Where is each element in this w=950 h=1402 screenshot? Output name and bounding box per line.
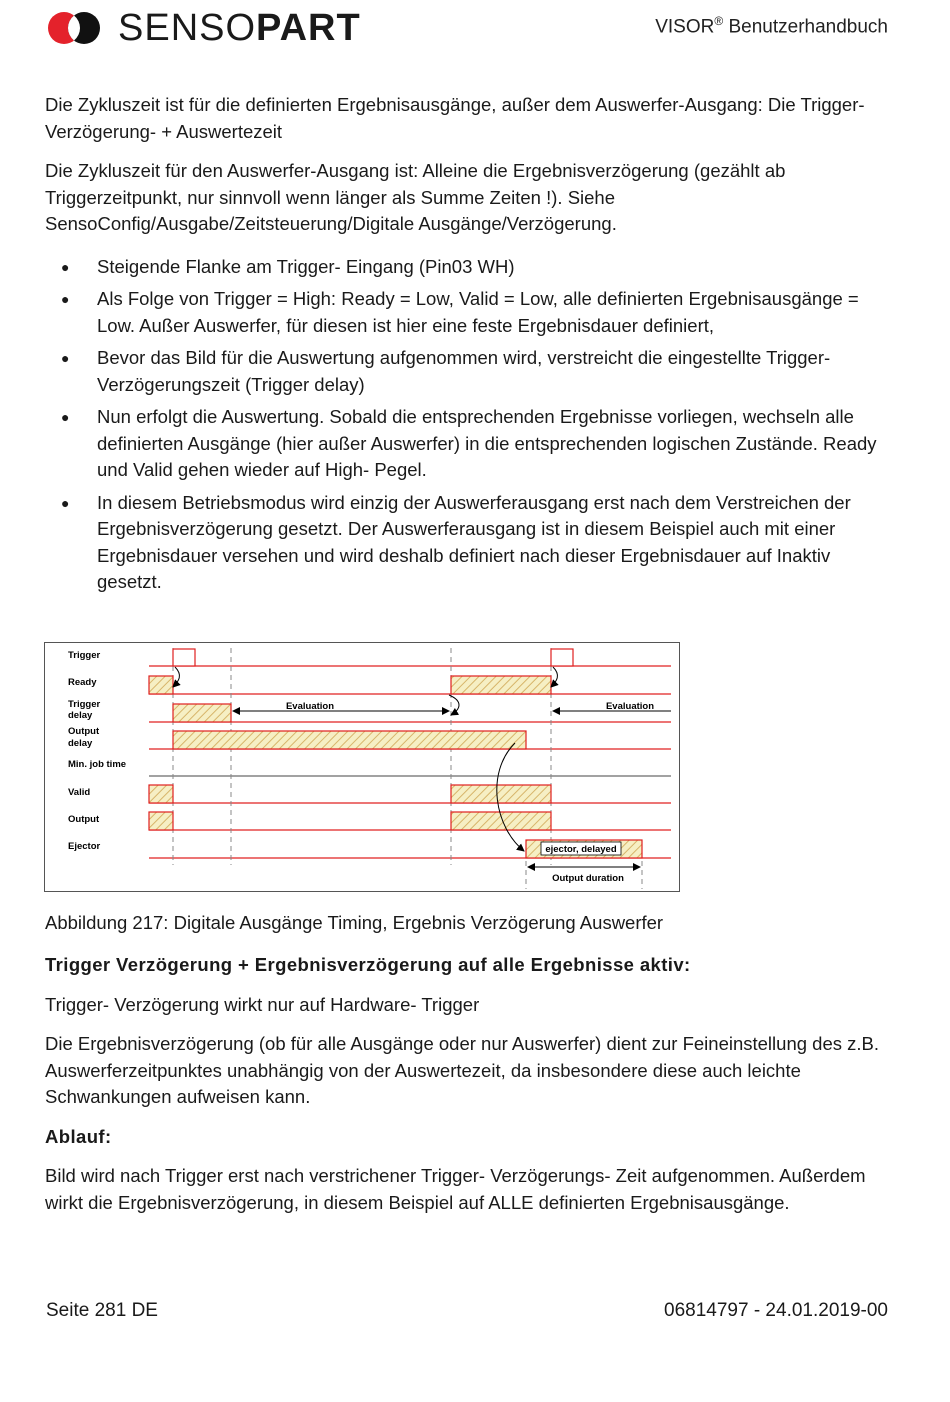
bullet-list	[45, 254, 890, 596]
bullet-text: Steigende Flanke am Trigger- Eingang (Pin03 WH)	[97, 255, 515, 277]
bullet-text: Nun erfolgt die Auswertung. Sobald die entsprechenden Ergebnisse vorliegen, wechseln alle definierten Ausgänge (hier außer Auswerfer) in die entsprechenden logischen Zustände. Ready und Valid gehen wieder auf High- Pegel.	[97, 406, 877, 480]
bullet-icon: ●	[61, 291, 70, 307]
ejector-label: ejector, delayed	[545, 844, 617, 855]
signal-label-output-delay-1: Output	[68, 726, 100, 737]
evaluation-label-2: Evaluation	[605, 701, 655, 712]
section-paragraph-1: Trigger- Verzögerung wirkt nur auf Hardware- Trigger	[45, 993, 480, 1015]
output-delay-block	[173, 731, 526, 749]
trigger-pulse	[551, 649, 573, 666]
document-id: 06814797 - 24.01.2019-00	[664, 1300, 888, 1321]
document-title	[655, 14, 888, 38]
logo-text-light: SENSO	[118, 7, 257, 49]
sensopart-logo	[46, 8, 361, 48]
bullet-text: Als Folge von Trigger = High: Ready = Low, Valid = Low, alle definierten Ergebnisausgänge = Low. Außer Auswerfer, für diesen ist hier eine feste Ergebnisdauer definiert,	[97, 288, 859, 336]
signal-baselines	[149, 666, 671, 858]
registered-mark: ®	[714, 14, 724, 28]
output-duration-label: Output duration	[552, 873, 624, 884]
bullet-icon: ●	[61, 258, 70, 275]
logo-wordmark	[118, 8, 361, 48]
signal-label-trigger: Trigger	[68, 650, 101, 661]
bullet-icon: ●	[61, 350, 70, 366]
trigger-delay-block	[173, 704, 231, 722]
signal-label-trigger-delay-2: delay	[68, 710, 93, 721]
intro-paragraph-1: Die Zykluszeit ist für die definierten Ergebnisausgänge, außer dem Auswerfer-Ausgang: Die Trigger- Verzögerung- + Auswertezeit	[45, 94, 865, 142]
intro-content	[45, 92, 890, 602]
trigger-to-ready-arrow-2	[551, 667, 557, 687]
trigger-pulse	[173, 649, 195, 666]
signal-label-output: Output	[68, 814, 100, 825]
signal-label-min-job-time: Min. job time	[68, 759, 127, 770]
valid-high	[149, 785, 173, 803]
bullet-icon: ●	[61, 494, 70, 511]
logo-text-bold: PART	[256, 7, 361, 49]
intro-paragraph-2: Die Zykluszeit für den Auswerfer-Ausgang ist: Alleine die Ergebnisverzögerung (gezählt ab Triggerzeitpunkt, nur sinnvoll wenn länger als Summe Zeiten !). Siehe SensoConfig/Ausgabe/Zeitsteuerung/Digitale Ausgänge/Verzögerung.	[45, 160, 786, 234]
signal-label-valid: Valid	[68, 787, 91, 798]
delay-section	[45, 952, 890, 1229]
page-number: Seite 281 DE	[46, 1300, 158, 1321]
bullet-item	[45, 490, 890, 596]
section-paragraph-3: Bild wird nach Trigger erst nach verstrichener Trigger- Verzögerungs- Zeit aufgenommen. Außerdem wirkt die Ergebnisverzögerung, in diesem Beispiel auf ALLE definierten Ergebnisausgänge.	[45, 1165, 866, 1213]
doc-title-product: VISOR	[655, 16, 715, 38]
bullet-item	[45, 286, 890, 339]
evaluation-label: Evaluation	[285, 701, 335, 712]
figure-caption: Abbildung 217: Digitale Ausgänge Timing, Ergebnis Verzögerung Auswerfer	[45, 912, 664, 933]
bullet-text: In diesem Betriebsmodus wird einzig der Auswerferausgang erst nach dem Verstreichen der Ergebnisverzögerung gesetzt. Der Auswerferausgang ist in diesem Beispiel auch mit einer Ergebnisdauer versehen und wird deshalb definiert nach dieser Ergebnisdauer auf Inaktiv gesetzt.	[97, 491, 851, 592]
output-high	[149, 812, 173, 830]
doc-title-rest: Benutzerhandbuch	[723, 16, 888, 38]
signal-label-ready: Ready	[68, 677, 97, 688]
bullet-item	[45, 345, 890, 398]
section-heading-ablauf: Ablauf:	[45, 1125, 112, 1147]
timing-diagram	[44, 642, 680, 892]
signal-label-ejector: Ejector	[68, 841, 101, 852]
ready-high	[149, 676, 173, 694]
bullet-icon: ●	[61, 409, 70, 425]
signal-label-output-delay-2: delay	[68, 738, 93, 749]
section-paragraph-2: Die Ergebnisverzögerung (ob für alle Ausgänge oder nur Auswerfer) dient zur Feineinstellung des z.B. Auswerferzeitpunktes unabhängig von der Auswertezeit, da insbesondere diese auch leichte Schwankungen aufweisen kann.	[45, 1033, 879, 1107]
logo-mark-icon	[46, 10, 104, 46]
bullet-item	[45, 404, 890, 484]
signal-label-trigger-delay-1: Trigger	[68, 699, 101, 710]
section-heading: Trigger Verzögerung + Ergebnisverzögerung auf alle Ergebnisse aktiv:	[45, 954, 691, 975]
timing-diagram-svg	[45, 643, 679, 891]
trigger-to-ready-arrow	[173, 667, 179, 687]
bullet-item	[45, 254, 890, 281]
ready-high	[451, 676, 551, 694]
bullet-text: Bevor das Bild für die Auswertung aufgenommen wird, verstreicht die eingestellte Trigger-Verzögerungszeit (Trigger delay)	[97, 347, 831, 395]
valid-high	[451, 785, 551, 803]
